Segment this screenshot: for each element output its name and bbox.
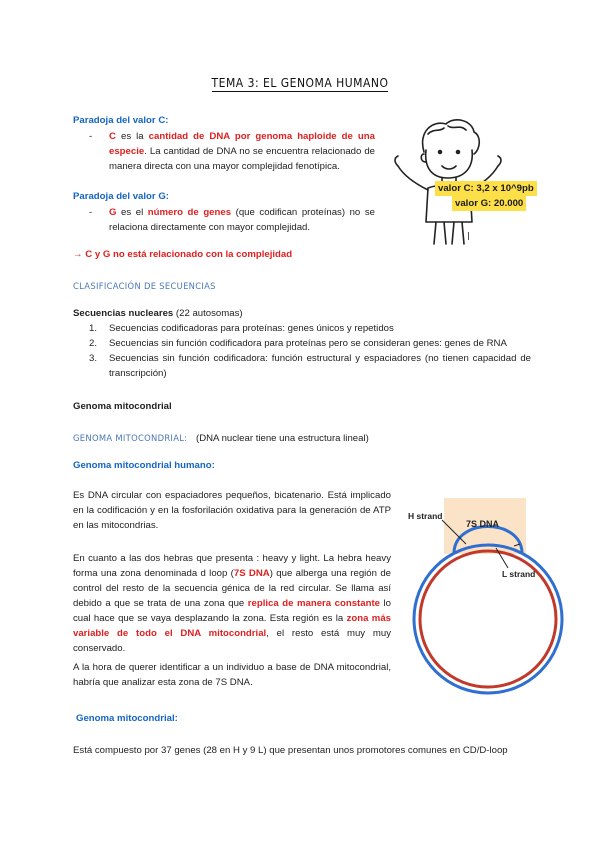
- secuencias-nucleares: [73, 306, 243, 321]
- valor-g-note: valor G: 20.000: [452, 196, 526, 211]
- item-number: 1.: [89, 323, 98, 334]
- paragraph-3: A la hora de querer identificar a un individuo a base de DNA mitocondrial, habría que analizar esta zona de 7S DNA.: [73, 662, 391, 688]
- p2-part-d: , el resto está muy muy conservado.: [73, 628, 392, 654]
- g-text2: (que codifican proteínas) no se relaciona directamente con mayor complejidad.: [109, 207, 375, 233]
- nucleares-label: Secuencias nucleares: [73, 308, 174, 319]
- g-highlight: número de genes: [147, 207, 232, 218]
- genoma-mito-heading: GENOMA MITOCONDRIAL:: [73, 433, 188, 443]
- list-item: [89, 336, 531, 351]
- p2-replica: replica de manera constante: [247, 598, 380, 609]
- paradoja-g-heading: Paradoja del valor G:: [73, 191, 169, 202]
- item-text: Secuencias codificadoras para proteínas: genes únicos y repetidos: [109, 323, 394, 334]
- paradoja-g-item: [89, 205, 375, 235]
- p2-part-b: ) que alberga una región de control del resto de la secuencia génica de la red circular. Se llama así debido a que se trata de una zona que: [73, 568, 391, 609]
- paragraph-2: [73, 551, 391, 656]
- list-item: [89, 321, 531, 336]
- nucleares-note: (22 autosomas): [173, 308, 243, 319]
- p2-7s-dna: 7S DNA: [233, 568, 270, 579]
- genoma-mito-humano-heading: Genoma mitocondrial humano:: [73, 460, 215, 471]
- paragraph-4: Está compuesto por 37 genes (28 en H y 9 L) que presentan unos promotores comunes en CD/D-loop: [73, 745, 508, 756]
- c-text2: . La cantidad de DNA no se encuentra relacionado de manera directa con una mayor complejidad fenotípica.: [109, 146, 375, 172]
- p2-part-a: En cuanto a las dos hebras que presenta : heavy y light. La hebra heavy forma una zona denominada d loop (: [73, 553, 391, 579]
- clasificacion-heading: CLASIFICACIÓN DE SECUENCIAS: [73, 281, 216, 291]
- genoma-mito-heading-row: [73, 431, 369, 446]
- h-strand-label: H strand: [408, 511, 443, 521]
- p2-zona-variable: zona más variable de todo el DNA mitocondrial: [73, 613, 391, 639]
- g-letter: G: [109, 207, 117, 218]
- item-number: 2.: [89, 338, 98, 349]
- genoma-mitocondrial-label: Genoma mitocondrial: [73, 401, 172, 412]
- small-mark: [468, 232, 469, 240]
- c-text1: es la: [115, 131, 149, 142]
- h-strand-circle: [414, 545, 562, 693]
- item-number: 3.: [89, 353, 98, 364]
- clasificacion-list: [89, 321, 531, 381]
- bullet-dash: -: [89, 131, 93, 142]
- p2-part-c: lo cual hace que se vaya desplazando la zona. Esta región es la: [73, 598, 391, 624]
- c-highlight: cantidad de DNA por genoma haploide de una especie: [109, 131, 375, 157]
- l-strand-label: L strand: [502, 569, 536, 579]
- mitochondrial-dna-diagram: [404, 494, 564, 699]
- c-letter: C: [109, 131, 116, 142]
- genoma-mito-note: (DNA nuclear tiene una estructura lineal): [196, 433, 369, 444]
- item-text: Secuencias sin función codificadora: función estructural y espaciadores (no tienen capacidad de transcripción): [109, 353, 531, 379]
- list-item: [89, 351, 531, 381]
- paradoja-c-heading: Paradoja del valor C:: [73, 115, 169, 126]
- l-strand-circle: [420, 551, 556, 687]
- 7s-dna-label: 7S DNA: [466, 519, 500, 529]
- paradoja-c-item: [89, 129, 375, 174]
- conclusion-line: → C y G no está relacionado con la complejidad: [73, 249, 293, 260]
- g-text1: es el: [116, 207, 148, 218]
- paragraph-1: Es DNA circular con espaciadores pequeños, bicatenario. Está implicado en la codificación y en la fosforilación oxidativa para la generación de ATP en las mitocondrias.: [73, 490, 391, 531]
- genoma-mito-heading-2: Genoma mitocondrial:: [76, 713, 178, 724]
- item-text: Secuencias sin función codificadora para proteínas pero se consideran genes: genes de RNA: [109, 338, 507, 349]
- bullet-dash: -: [89, 207, 93, 218]
- page-title: TEMA 3: EL GENOMA HUMANO: [211, 76, 389, 90]
- valor-c-note: valor C: 3,2 x 10^9pb: [435, 181, 537, 196]
